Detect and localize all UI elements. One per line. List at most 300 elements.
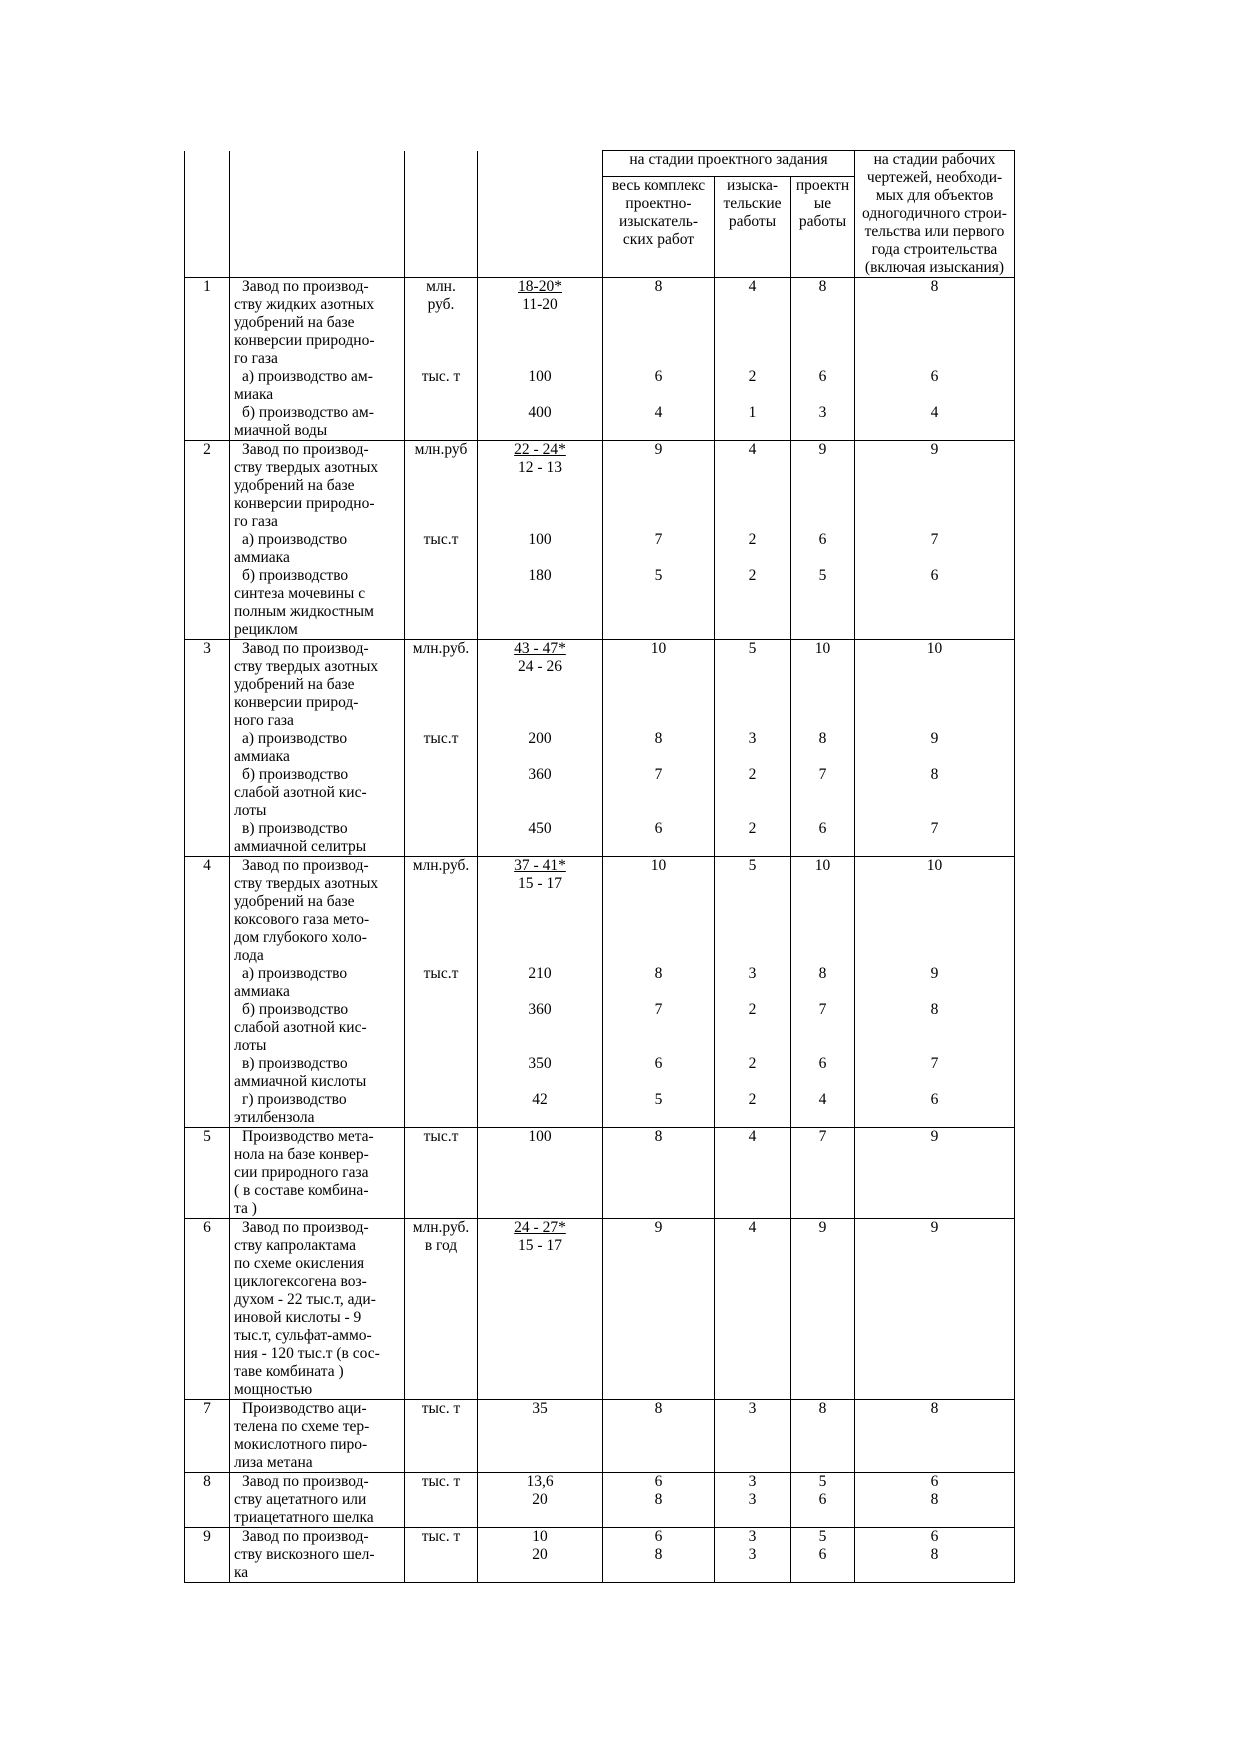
row-number [185, 640, 230, 857]
full-complex-value: 8 [654, 965, 663, 982]
header-stage-project: на стадии проектного задания [603, 151, 855, 177]
capacity-value: 12 - 13 [518, 459, 562, 476]
name-line: лоты [234, 1037, 267, 1054]
survey-value [719, 893, 786, 911]
survey-cell [715, 640, 791, 857]
full-complex-value: 6 [654, 1528, 663, 1545]
work-drawings-value: 6 [930, 1528, 939, 1545]
work-drawings-value [859, 712, 1010, 730]
survey-value [719, 694, 786, 712]
name-line: духом - 22 тыс.т, ади- [234, 1291, 376, 1308]
survey-value [719, 1255, 786, 1273]
unit-value [409, 1091, 473, 1109]
name-line: Производство мета- [242, 1128, 374, 1145]
design-value [795, 621, 850, 639]
survey-value [719, 658, 786, 676]
name-line: коксового газа мето- [234, 911, 370, 928]
capacity-value: 42 [532, 1091, 548, 1108]
name-line: а) производство [242, 531, 348, 548]
name-line: иновой кислоты - 9 [234, 1309, 362, 1326]
survey-value [719, 1345, 786, 1363]
name-line: аммиака [234, 983, 290, 1000]
work-drawings-value: 9 [930, 1219, 939, 1236]
survey-value [719, 784, 786, 802]
row-number [185, 1528, 230, 1583]
row-number [185, 1400, 230, 1473]
design-value [795, 1164, 850, 1182]
work-drawings-value [859, 296, 1010, 314]
capacity-value [482, 1436, 598, 1454]
capacity-value [482, 314, 598, 332]
name-line: в) производство [242, 1055, 348, 1072]
name-line: сии природного газа [234, 1164, 369, 1181]
name-line: полным жидкостным [234, 603, 374, 620]
survey-value [719, 875, 786, 893]
work-drawings-value [859, 1509, 1010, 1527]
name-line: а) производство [242, 730, 348, 747]
unit-cell [405, 278, 478, 441]
name-line: Завод по производ- [242, 1473, 369, 1490]
work-drawings-value: 9 [930, 441, 939, 458]
object-name [230, 1400, 405, 1473]
work-drawings-value [859, 1418, 1010, 1436]
row-number-value: 9 [203, 1528, 211, 1545]
object-name [230, 1219, 405, 1400]
name-line: а) производство ам- [242, 368, 373, 385]
work-drawings-value [859, 929, 1010, 947]
table-row [185, 1473, 1015, 1528]
design-value [795, 838, 850, 856]
row-number-value: 7 [203, 1400, 211, 1417]
survey-value [719, 386, 786, 404]
survey-value [719, 332, 786, 350]
design-value: 5 [818, 567, 827, 584]
unit-value: тыс. т [421, 1400, 461, 1417]
full-complex-value [607, 1309, 710, 1327]
work-drawings-value: 7 [930, 820, 939, 837]
header-design-line: ые [813, 195, 832, 213]
work-drawings-value [859, 422, 1010, 440]
work-drawings-value: 6 [930, 1091, 939, 1108]
object-name [230, 1528, 405, 1583]
name-line: по схеме окисления [234, 1255, 365, 1272]
survey-value [719, 603, 786, 621]
work-drawings-value [859, 748, 1010, 766]
survey-value [719, 802, 786, 820]
design-cell [791, 1219, 855, 1400]
unit-cell [405, 1219, 478, 1400]
survey-value [719, 947, 786, 965]
header-work-line: мых для объектов [875, 187, 994, 204]
design-value: 8 [818, 278, 827, 295]
work-drawings-value [859, 802, 1010, 820]
design-cell [791, 441, 855, 640]
design-value [795, 1418, 850, 1436]
design-value [795, 1019, 850, 1037]
survey-value [719, 1037, 786, 1055]
capacity-value [482, 1182, 598, 1200]
name-line: ству твердых азотных [234, 459, 379, 476]
capacity-value: 100 [528, 1128, 552, 1145]
design-value [795, 1363, 850, 1381]
row-number-value: 4 [203, 857, 211, 874]
capacity-value: 210 [528, 965, 552, 982]
design-value: 7 [818, 766, 827, 783]
unit-value [409, 1055, 473, 1073]
capacity-value [482, 694, 598, 712]
name-line: тыс.т, сульфат-аммо- [234, 1327, 372, 1344]
unit-value: тыс.т [423, 965, 459, 982]
unit-value: руб. [427, 296, 455, 313]
design-cell [791, 1128, 855, 1219]
capacity-value [482, 495, 598, 513]
work-drawings-value [859, 386, 1010, 404]
design-cell [791, 640, 855, 857]
row-number-value: 1 [203, 278, 211, 295]
unit-value [409, 1001, 473, 1019]
design-value [795, 1073, 850, 1091]
survey-value [719, 929, 786, 947]
capacity-value: 180 [528, 567, 552, 584]
name-line: конверсии природ- [234, 694, 359, 711]
row-number [185, 1473, 230, 1528]
unit-value [409, 621, 473, 639]
survey-value [719, 911, 786, 929]
full-complex-value: 6 [654, 820, 663, 837]
name-line: нола на базе конвер- [234, 1146, 369, 1163]
full-complex-value [607, 1037, 710, 1055]
unit-value [409, 766, 473, 784]
design-value [795, 495, 850, 513]
survey-value [719, 495, 786, 513]
survey-value: 3 [748, 1528, 757, 1545]
full-complex-value [607, 1146, 710, 1164]
capacity-value [482, 838, 598, 856]
header-work-line: одногодичного строи- [862, 205, 1007, 222]
name-line: го газа [234, 513, 278, 530]
unit-value [409, 748, 473, 766]
survey-value: 3 [748, 1546, 757, 1563]
header-survey-line: изыска- [726, 177, 779, 195]
work-drawings-value [859, 1182, 1010, 1200]
survey-value: 5 [748, 640, 757, 657]
header-full-line: проектно- [625, 195, 692, 213]
work-drawings-value [859, 314, 1010, 332]
design-value [795, 1037, 850, 1055]
capacity-value: 37 - 41* [514, 857, 566, 874]
full-complex-value [607, 1182, 710, 1200]
capacity-value [482, 1454, 598, 1472]
unit-value [409, 386, 473, 404]
full-complex-value [607, 784, 710, 802]
survey-value: 3 [748, 1400, 757, 1417]
survey-cell [715, 1128, 791, 1219]
survey-value: 3 [748, 965, 757, 982]
unit-cell [405, 1528, 478, 1583]
survey-value [719, 712, 786, 730]
full-complex-value [607, 585, 710, 603]
full-complex-value [607, 1073, 710, 1091]
capacity-cell [478, 1128, 603, 1219]
unit-value: тыс. т [421, 1473, 461, 1490]
full-complex-cell [603, 441, 715, 640]
name-line: Завод по производ- [242, 278, 369, 295]
unit-value: тыс.т [423, 730, 459, 747]
unit-value: тыс.т [423, 1128, 459, 1145]
unit-value [409, 1164, 473, 1182]
work-drawings-value [859, 1327, 1010, 1345]
unit-value [409, 314, 473, 332]
design-value [795, 1146, 850, 1164]
full-complex-value: 4 [654, 404, 663, 421]
unit-value [409, 422, 473, 440]
capacity-value [482, 1381, 598, 1399]
capacity-value: 11-20 [522, 296, 558, 313]
full-complex-cell [603, 857, 715, 1128]
unit-value [409, 893, 473, 911]
unit-value [409, 513, 473, 531]
work-drawings-cell [855, 1473, 1015, 1528]
full-complex-value: 7 [654, 1001, 663, 1018]
name-line: циклогексогена воз- [234, 1273, 367, 1290]
capacity-value [482, 621, 598, 639]
full-complex-value [607, 748, 710, 766]
work-drawings-value: 6 [930, 1473, 939, 1490]
work-drawings-value [859, 459, 1010, 477]
full-complex-value [607, 838, 710, 856]
row-number-value: 3 [203, 640, 211, 657]
header-empty-unit [405, 151, 478, 278]
object-name [230, 1128, 405, 1219]
work-drawings-value [859, 838, 1010, 856]
row-number-value: 2 [203, 441, 211, 458]
design-value: 3 [818, 404, 827, 421]
row-number [185, 441, 230, 640]
full-complex-value [607, 875, 710, 893]
object-name [230, 441, 405, 640]
full-complex-value [607, 1200, 710, 1218]
unit-value [409, 1491, 473, 1509]
unit-value [409, 694, 473, 712]
name-line: лиза метана [234, 1454, 313, 1471]
capacity-value [482, 1255, 598, 1273]
full-complex-value: 5 [654, 1091, 663, 1108]
design-value: 8 [818, 1400, 827, 1417]
survey-value [719, 1509, 786, 1527]
design-norms-table [184, 150, 1015, 1583]
survey-value: 4 [748, 278, 757, 295]
full-complex-value [607, 1019, 710, 1037]
header-row-1 [185, 151, 1015, 177]
survey-value [719, 549, 786, 567]
survey-value: 2 [748, 531, 757, 548]
name-line: б) производство [242, 766, 349, 783]
unit-value [409, 1037, 473, 1055]
name-line: удобрений на базе [234, 477, 355, 494]
work-drawings-value: 8 [930, 278, 939, 295]
design-value [795, 802, 850, 820]
unit-value [409, 567, 473, 585]
header-stage-work [855, 151, 1015, 278]
unit-value [409, 1273, 473, 1291]
work-drawings-value [859, 350, 1010, 368]
unit-value [409, 1255, 473, 1273]
table-row [185, 1400, 1015, 1473]
work-drawings-cell [855, 1528, 1015, 1583]
capacity-value: 15 - 17 [518, 875, 562, 892]
header-survey-works [715, 177, 791, 278]
design-value [795, 386, 850, 404]
capacity-value [482, 422, 598, 440]
survey-value: 3 [748, 1491, 757, 1508]
full-complex-value [607, 314, 710, 332]
full-complex-value: 9 [654, 1219, 663, 1236]
unit-value [409, 1509, 473, 1527]
work-drawings-value [859, 477, 1010, 495]
design-value: 6 [818, 1055, 827, 1072]
unit-value [409, 1019, 473, 1037]
full-complex-value [607, 694, 710, 712]
survey-value: 3 [748, 1473, 757, 1490]
survey-value: 4 [748, 1128, 757, 1145]
full-complex-value [607, 386, 710, 404]
unit-value [409, 1182, 473, 1200]
survey-value [719, 621, 786, 639]
work-drawings-value: 10 [926, 640, 943, 657]
full-complex-value [607, 1381, 710, 1399]
unit-value: тыс. т [421, 1528, 461, 1545]
capacity-value: 22 - 24* [514, 441, 566, 458]
work-drawings-value [859, 658, 1010, 676]
row-number-value: 8 [203, 1473, 211, 1490]
work-drawings-cell [855, 1219, 1015, 1400]
work-drawings-cell [855, 640, 1015, 857]
table-row [185, 640, 1015, 857]
capacity-value [482, 1418, 598, 1436]
full-complex-value [607, 676, 710, 694]
header-work-line: на стадии рабочих [873, 151, 996, 168]
name-line: ного газа [234, 712, 294, 729]
capacity-value [482, 712, 598, 730]
full-complex-value [607, 477, 710, 495]
design-value: 7 [818, 1001, 827, 1018]
design-value: 6 [818, 1546, 827, 1563]
capacity-value [482, 603, 598, 621]
full-complex-value: 7 [654, 531, 663, 548]
name-line: б) производство ам- [242, 404, 374, 421]
full-complex-value: 10 [650, 640, 667, 657]
capacity-value: 43 - 47* [514, 640, 566, 657]
survey-cell [715, 1219, 791, 1400]
full-complex-cell [603, 1400, 715, 1473]
unit-value [409, 1546, 473, 1564]
capacity-value [482, 1564, 598, 1582]
work-drawings-value: 8 [930, 766, 939, 783]
survey-value: 2 [748, 1001, 757, 1018]
full-complex-value: 8 [654, 278, 663, 295]
work-drawings-cell [855, 278, 1015, 441]
survey-cell [715, 441, 791, 640]
design-value [795, 314, 850, 332]
survey-value: 4 [748, 1219, 757, 1236]
capacity-value [482, 748, 598, 766]
capacity-value [482, 1200, 598, 1218]
design-value [795, 1436, 850, 1454]
header-work-line: (включая изыскания) [864, 259, 1005, 276]
full-complex-value [607, 332, 710, 350]
full-complex-value [607, 712, 710, 730]
full-complex-value: 6 [654, 1473, 663, 1490]
design-value: 10 [814, 857, 831, 874]
name-line: удобрений на базе [234, 314, 355, 331]
name-line: удобрений на базе [234, 893, 355, 910]
work-drawings-value [859, 549, 1010, 567]
work-drawings-value [859, 1381, 1010, 1399]
header-survey-line: работы [728, 213, 777, 231]
object-name [230, 640, 405, 857]
work-drawings-value [859, 1309, 1010, 1327]
capacity-value: 350 [528, 1055, 552, 1072]
capacity-cell [478, 857, 603, 1128]
full-complex-value [607, 802, 710, 820]
unit-value [409, 549, 473, 567]
unit-cell [405, 640, 478, 857]
unit-value [409, 1564, 473, 1582]
survey-value [719, 1564, 786, 1582]
full-complex-value: 5 [654, 567, 663, 584]
capacity-cell [478, 278, 603, 441]
work-drawings-value: 9 [930, 965, 939, 982]
capacity-value [482, 1509, 598, 1527]
capacity-value [482, 350, 598, 368]
design-value [795, 422, 850, 440]
capacity-value: 13,6 [526, 1473, 554, 1490]
work-drawings-value [859, 495, 1010, 513]
name-line: г) производство [242, 1091, 347, 1108]
work-drawings-value [859, 983, 1010, 1001]
full-complex-value [607, 947, 710, 965]
name-line: ( в составе комбина- [234, 1182, 369, 1199]
survey-value [719, 1327, 786, 1345]
unit-cell [405, 1400, 478, 1473]
work-drawings-value: 6 [930, 567, 939, 584]
full-complex-value [607, 1109, 710, 1127]
work-drawings-value [859, 332, 1010, 350]
full-complex-value [607, 1454, 710, 1472]
name-line: лоты [234, 802, 267, 819]
unit-value [409, 947, 473, 965]
row-number [185, 857, 230, 1128]
survey-value [719, 314, 786, 332]
design-value [795, 1255, 850, 1273]
unit-value: млн. [426, 278, 456, 295]
capacity-value [482, 1037, 598, 1055]
full-complex-value [607, 513, 710, 531]
survey-value [719, 1291, 786, 1309]
capacity-value [482, 585, 598, 603]
work-drawings-value [859, 947, 1010, 965]
survey-cell [715, 857, 791, 1128]
work-drawings-value: 9 [930, 1128, 939, 1145]
capacity-value: 360 [528, 766, 552, 783]
work-drawings-value [859, 911, 1010, 929]
design-value [795, 983, 850, 1001]
full-complex-value: 8 [654, 1128, 663, 1145]
full-complex-value: 10 [650, 857, 667, 874]
design-value [795, 784, 850, 802]
unit-value [409, 1109, 473, 1127]
survey-value [719, 459, 786, 477]
